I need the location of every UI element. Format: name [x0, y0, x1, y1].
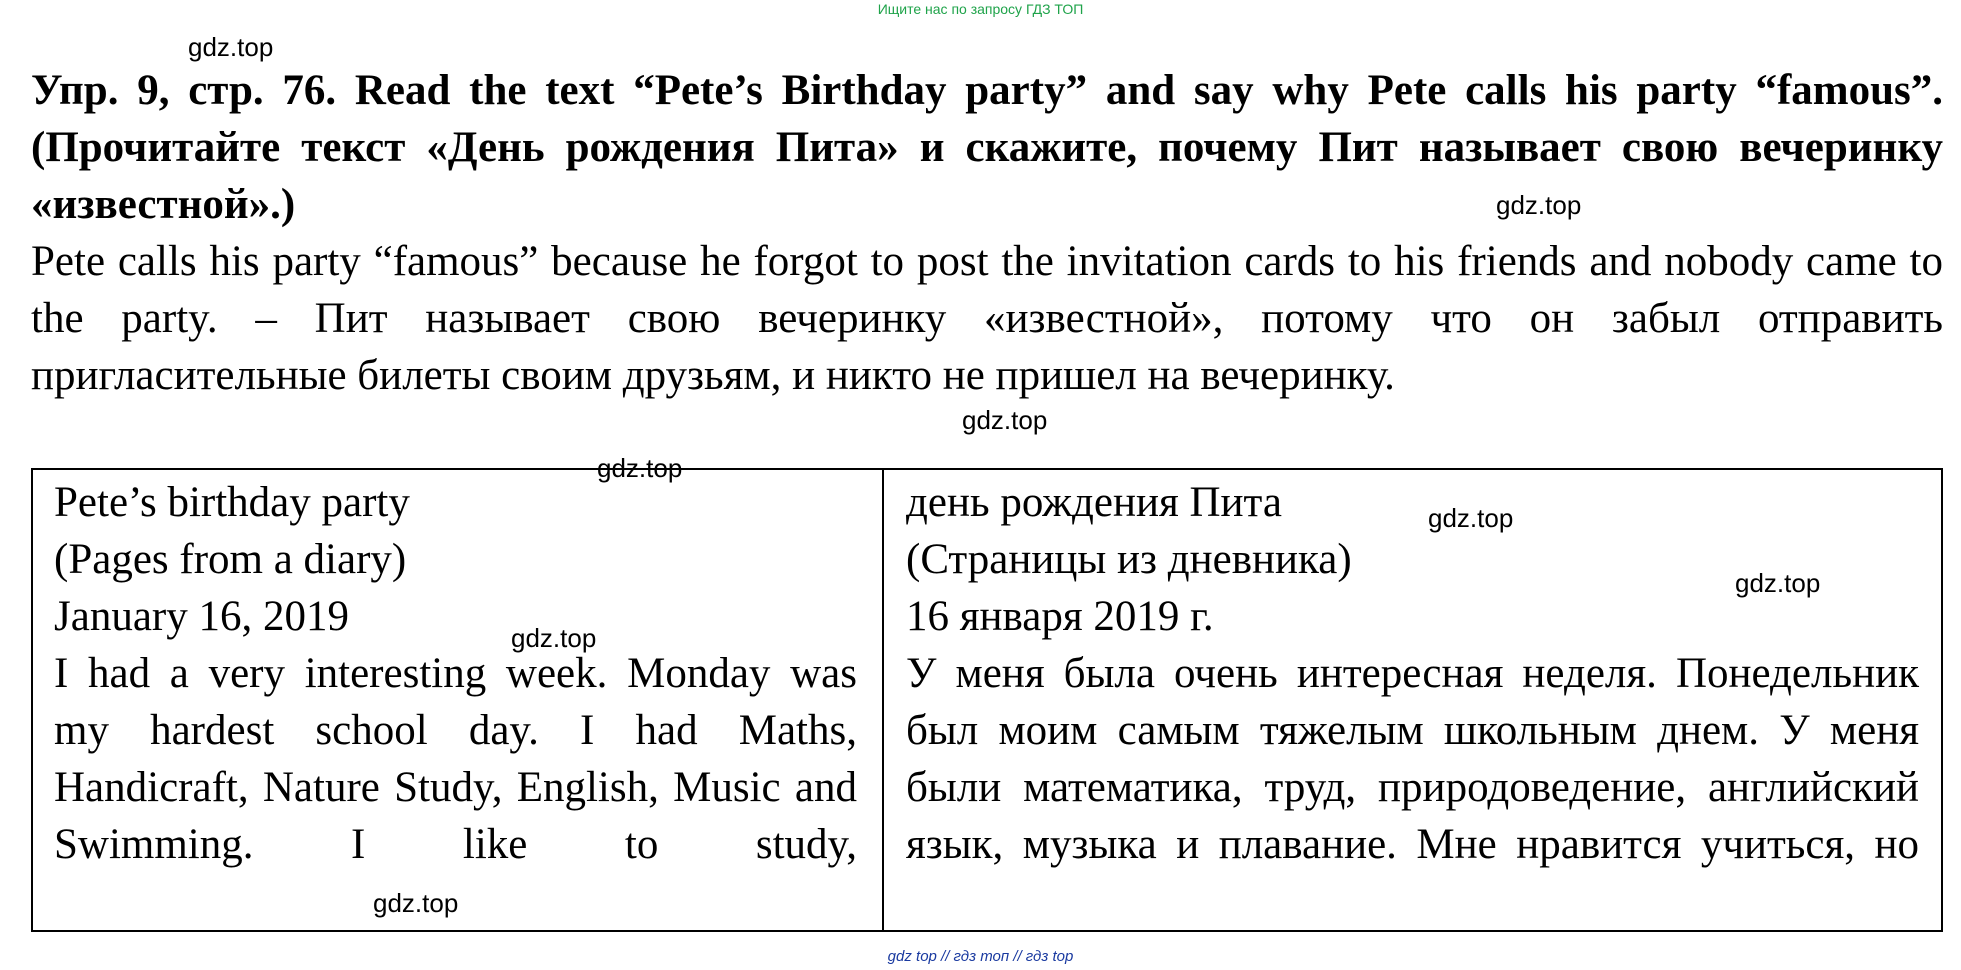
- english-subtitle: (Pages from a diary): [54, 536, 407, 583]
- watermark: gdz.top: [1735, 568, 1821, 598]
- answer-paragraph: Pete calls his party “famous” because he forgot to post the invitation cards to his friends and nobody came to the party. – Пит называет свою вечеринку «известной», потому что он забыл отправить пригласительные билеты своим друзьям, и никто не пришел на вечеринку.: [31, 238, 1943, 399]
- document-body: [31, 62, 1943, 404]
- top-banner: Ищите нас по запросу ГДЗ ТОП: [877, 1, 1084, 17]
- russian-cell: [883, 469, 1942, 931]
- russian-text: У меня была очень интересная неделя. Понедельник был моим самым тяжелым школьным днем. У меня были математика, труд, природоведение, английский язык, музыка и плавание. Мне нравится учиться, но: [906, 650, 1919, 868]
- english-text: I had a very interesting week. Monday was my hardest school day. I had Maths, Handicraft, Nature Study, English, Music and Swimming. I like to study,: [54, 650, 857, 868]
- exercise-heading: Упр. 9, стр. 76. Read the text “Pete’s Birthday party” and say why Pete calls his party “famous”. (Прочитайте текст «День рождения Пита» и скажите, почему Пит называет свою вечеринку «известной».): [31, 67, 1943, 228]
- english-title: Pete’s birthday party: [54, 479, 410, 526]
- russian-title: день рождения Пита: [906, 479, 1282, 526]
- watermark: gdz.top: [511, 623, 597, 653]
- table-row: [32, 469, 1942, 931]
- translation-table: [31, 468, 1943, 932]
- watermark: gdz.top: [962, 405, 1048, 435]
- russian-subtitle: (Страницы из дневника): [906, 536, 1352, 583]
- english-date: January 16, 2019: [54, 593, 349, 640]
- russian-date: 16 января 2019 г.: [906, 593, 1214, 640]
- watermark: gdz.top: [373, 888, 459, 918]
- footer: gdz top // гдз топ // гдз top: [887, 948, 1074, 965]
- watermark: gdz.top: [188, 32, 274, 62]
- watermark: gdz.top: [1496, 190, 1582, 220]
- english-cell: [32, 469, 883, 931]
- watermark: gdz.top: [597, 453, 683, 483]
- watermark: gdz.top: [1428, 503, 1514, 533]
